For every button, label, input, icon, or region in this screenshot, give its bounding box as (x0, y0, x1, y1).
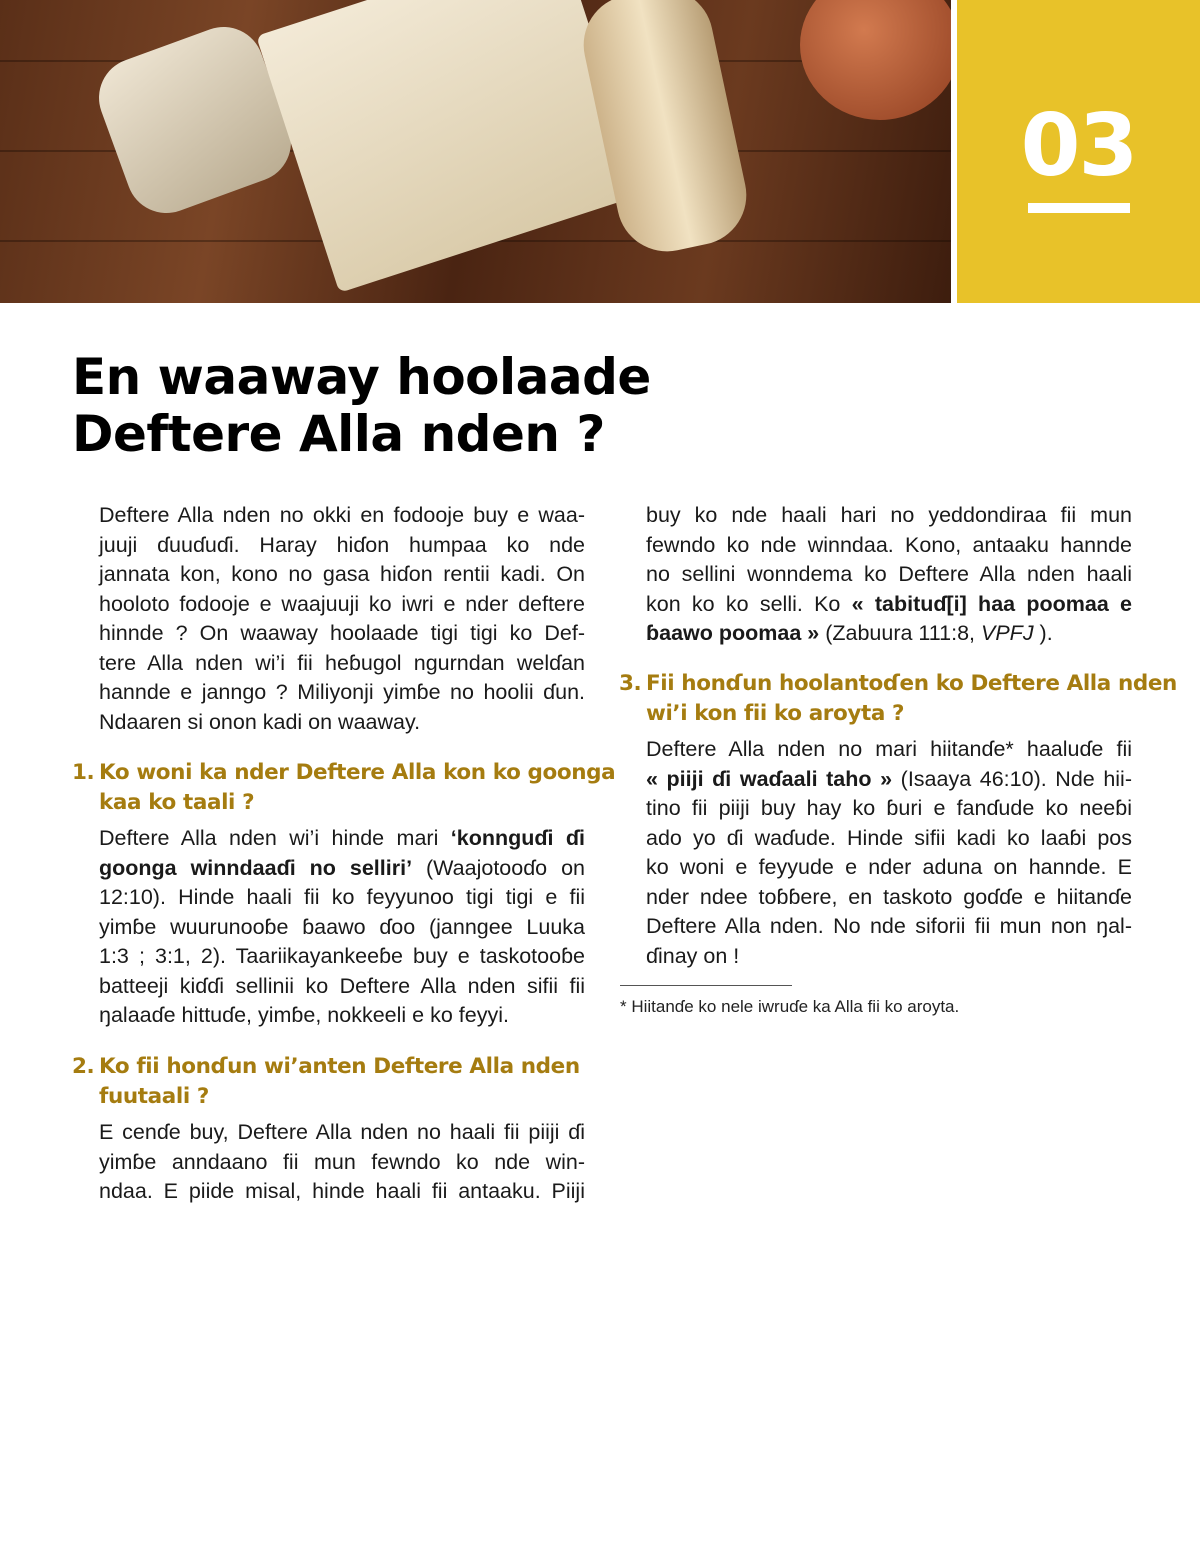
paragraph-line: yimɓe anndaano fii mun fewndo ko nde win- (99, 1149, 585, 1174)
paragraph-line: Deftere Alla nden no mari hiitanɗe* haaluɗe fii (646, 737, 1132, 761)
paragraph-line: Deftere Alla nden no okki en fodooje buy e waa- (99, 503, 585, 527)
question-number: 3. (619, 671, 642, 696)
question-heading-line: Ko woni ka nder Deftere Alla kon ko goonga (99, 760, 616, 785)
paragraph-line: ko woni e feyyude e nder aduna on hannde. E (646, 855, 1132, 879)
paragraph-line: 1:3 ; 3:1, 2). Taariikayankeeɓe buy e taskotooɓe (99, 944, 585, 968)
paragraph-line: juuji ɗuuɗuɗi. Haray hiɗon humpaa ko nde (99, 532, 585, 557)
paragraph-line: fewndo ko nde winndaa. Kono, antaaku hannde (646, 532, 1132, 557)
paragraph-line (646, 765, 1132, 795)
page-title-line: En waaway hoolaade (72, 348, 651, 406)
page-title-line: Deftere Alla nden ? (72, 405, 605, 463)
paragraph-line (99, 854, 585, 884)
paragraph-line: hannde e janngo ? Miliyonji yimɓe no hoolii ɗun. (99, 680, 585, 704)
question-number: 2. (72, 1054, 95, 1079)
bold-quote: « piiji ɗi waɗaali taho » (646, 766, 893, 791)
paragraph-line: ado yo ɗi waɗude. Hinde sifii kadi ko laaɓi pos (646, 825, 1132, 850)
paragraph (99, 501, 585, 737)
text-segment: Deftere Alla nden wi’i hinde mari (99, 826, 451, 850)
paragraph-line: jannata kon, kono no gasa hiɗon rentii kadi. On (99, 562, 585, 586)
clay-jar (800, 0, 951, 120)
bold-quote: goonga winndaaɗi no selliri’ (99, 855, 413, 880)
question-heading-line: kaa ko taali ? (99, 789, 255, 815)
paragraph (99, 824, 585, 1031)
paragraph-line (646, 619, 1132, 649)
text-segment: ). (1033, 621, 1053, 645)
text-segment: (Waajotooɗo on (412, 855, 585, 880)
paragraph-line: nder ndee toɓɓere, en taskoto goɗɗe e hiitanɗe (646, 884, 1132, 909)
paragraph-line (99, 824, 585, 854)
chapter-number: 03 (1020, 96, 1137, 196)
question-heading-line: Fii honɗun hoolantoɗen ko Deftere Alla nden (646, 671, 1177, 696)
text-segment: (Isaaya 46:10). Nde hii- (892, 766, 1132, 791)
question-heading (72, 1052, 580, 1111)
paragraph (99, 1118, 585, 1207)
bold-quote: ɓaawo poomaa » (646, 621, 820, 645)
paragraph-line: Deftere Alla nden. No nde siforii fii mun non ŋal- (646, 914, 1132, 938)
paragraph-line: buy ko nde haali hari no yeddondiraa fii mun (646, 503, 1132, 527)
paragraph-line: ndaa. E piide misal, hinde haali fii antaaku. Piiji (99, 1179, 585, 1203)
paragraph-line: yimɓe wuurunooɓe ɓaawo ɗoo (janngee Luuka (99, 914, 585, 939)
italic-text: VPFJ (981, 621, 1034, 645)
question-heading-line: wi’i kon fii ko aroyta ? (646, 700, 905, 726)
paragraph-line: ɗinay on ! (646, 943, 740, 968)
text-segment: (Zabuura 111:8, (819, 621, 981, 645)
chapter-underline (1028, 203, 1130, 213)
bold-quote: ‘konnguɗi ɗi (450, 826, 585, 850)
paragraph-line: Ndaaren si onon kadi on waaway. (99, 709, 421, 734)
question-heading-line: Ko fii honɗun wi’anten Deftere Alla nden (99, 1054, 580, 1079)
footnote-divider (620, 985, 792, 986)
paragraph-line: hooloto fodooje e waajuuji ko iwri e nder deftere (99, 591, 585, 616)
paragraph (646, 735, 1132, 971)
question-number: 1. (72, 760, 95, 785)
paragraph-line (646, 590, 1132, 620)
bold-quote: « tabituɗ[i] haa poomaa e (851, 591, 1132, 616)
question-heading (619, 669, 1177, 728)
text-segment: kon ko ko selli. Ko (646, 591, 852, 616)
paragraph-line: tere Alla nden wi’i fii heɓugol ngurndan welɗan (99, 650, 585, 675)
paragraph-line: ŋalaaɗe hittuɗe, yimɓe, nokkeeli e ko feyyi. (99, 1003, 509, 1027)
footnote: * Hiitanɗe ko nele iwruɗe ka Alla fii ko aroyta. (620, 997, 960, 1016)
scroll-roll-right (574, 0, 755, 261)
paragraph-line: batteeji kiɗɗi sellinii ko Deftere Alla nden sifii fii (99, 973, 585, 998)
paragraph-line: 12:10). Hinde haali fii ko feyyunoo tigi tigi e fii (99, 885, 585, 909)
page-title (72, 349, 651, 463)
chapter-badge (957, 0, 1200, 303)
question-heading (72, 758, 616, 817)
paragraph-line: no sellini wonndema ko Deftere Alla nden haali (646, 562, 1132, 586)
paragraph-line: tino fii piiji buy hay ko ɓuri e fanɗude ko neeɓi (646, 796, 1132, 820)
paragraph-line: E cenɗe buy, Deftere Alla nden no haali fii piiji ɗi (99, 1120, 585, 1144)
header-image-scrolls (0, 0, 951, 303)
paragraph (646, 501, 1132, 649)
paragraph-line: hinnde ? On waaway hoolaade tigi tigi ko Def- (99, 621, 585, 645)
question-heading-line: fuutaali ? (99, 1083, 209, 1109)
